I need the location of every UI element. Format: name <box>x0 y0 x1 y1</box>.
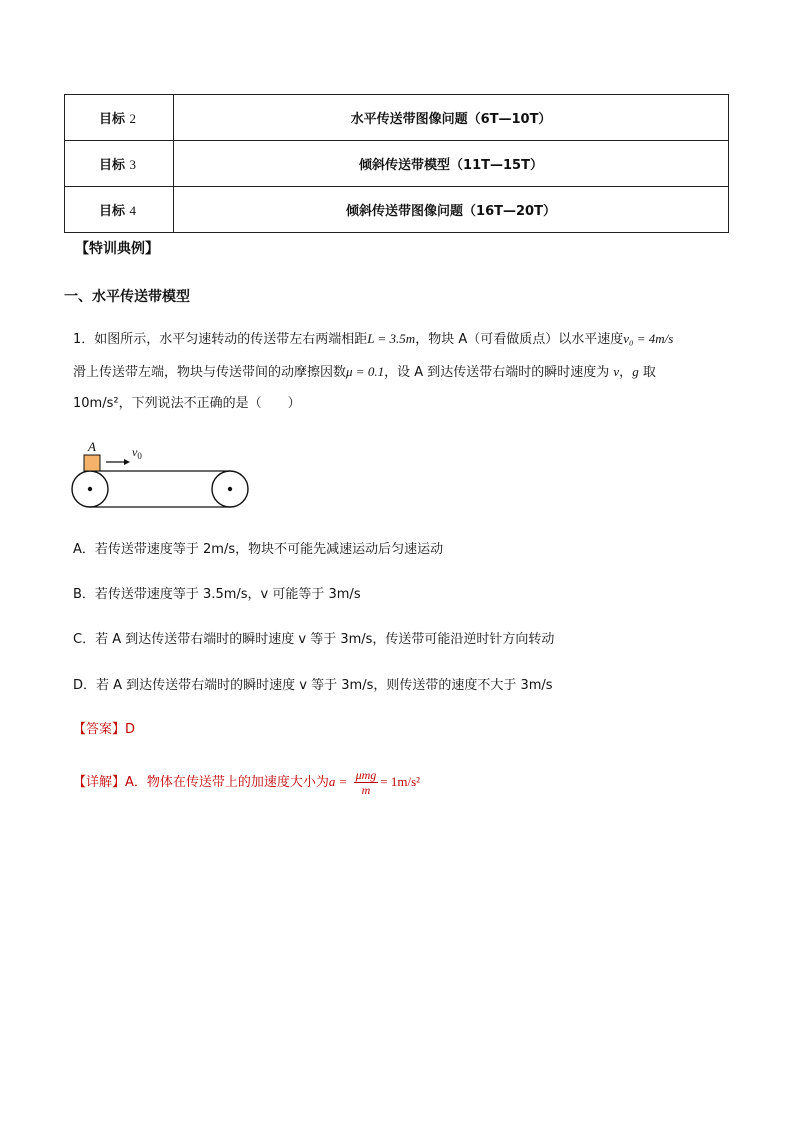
goals-table <box>64 94 729 233</box>
sub-heading: 一、水平传送带模型 <box>64 289 190 305</box>
left-pulley-axle <box>88 487 92 491</box>
answer-text: 【答案】D <box>73 722 136 737</box>
table-row <box>65 141 729 187</box>
question-line-1: 1．如图所示，水平匀速转动的传送带左右两端相距L = 3.5m，物块 A（可看做质点）以水平速度v₀ = 4m/s <box>73 331 674 347</box>
option-c: C．若 A 到达传送带右端时的瞬时速度 v 等于 3m/s，传送带可能沿逆时针方向转动 <box>73 632 555 647</box>
section-heading: 【特训典例】 <box>75 241 159 257</box>
option-d: D．若 A 到达传送带右端时的瞬时速度 v 等于 3m/s，则传送带的速度不大于 3m/s <box>73 678 553 693</box>
goal-value: 水平传送带图像问题（6T—10T） <box>174 95 729 141</box>
conveyor-belt-figure <box>68 436 258 512</box>
goal-key: 目标 3 <box>65 141 174 187</box>
goal-key: 目标 2 <box>65 95 174 141</box>
goal-key: 目标 4 <box>65 187 174 233</box>
detail-text: 【详解】A．物体在传送带上的加速度大小为a = $\frac{\text{μmg}}{m}$ = 1m/s² <box>73 768 421 797</box>
fraction: $\frac{\text{μmg}}{m}$ <box>355 768 377 797</box>
block-label: A <box>88 439 96 454</box>
option-a: A．若传送带速度等于 2m/s，物块不可能先减速运动后匀速运动 <box>73 542 444 557</box>
question-line-3: 10m/s²，下列说法不正确的是（ ） <box>73 396 301 411</box>
velocity-arrowhead <box>124 459 130 465</box>
question-line-2: 滑上传送带左端，物块与传送带间的动摩擦因数μ = 0.1，设 A 到达传送带右端时的瞬时速度为 v，g 取 <box>73 364 656 380</box>
right-pulley-axle <box>228 487 232 491</box>
option-b: B．若传送带速度等于 3.5m/s，v 可能等于 3m/s <box>73 587 361 602</box>
goal-value: 倾斜传送带图像问题（16T—20T） <box>174 187 729 233</box>
table-row <box>65 187 729 233</box>
goal-value: 倾斜传送带模型（11T—15T） <box>174 141 729 187</box>
block-a <box>84 455 100 471</box>
table-row <box>65 95 729 141</box>
velocity-label: $v_0$ <box>132 445 142 461</box>
